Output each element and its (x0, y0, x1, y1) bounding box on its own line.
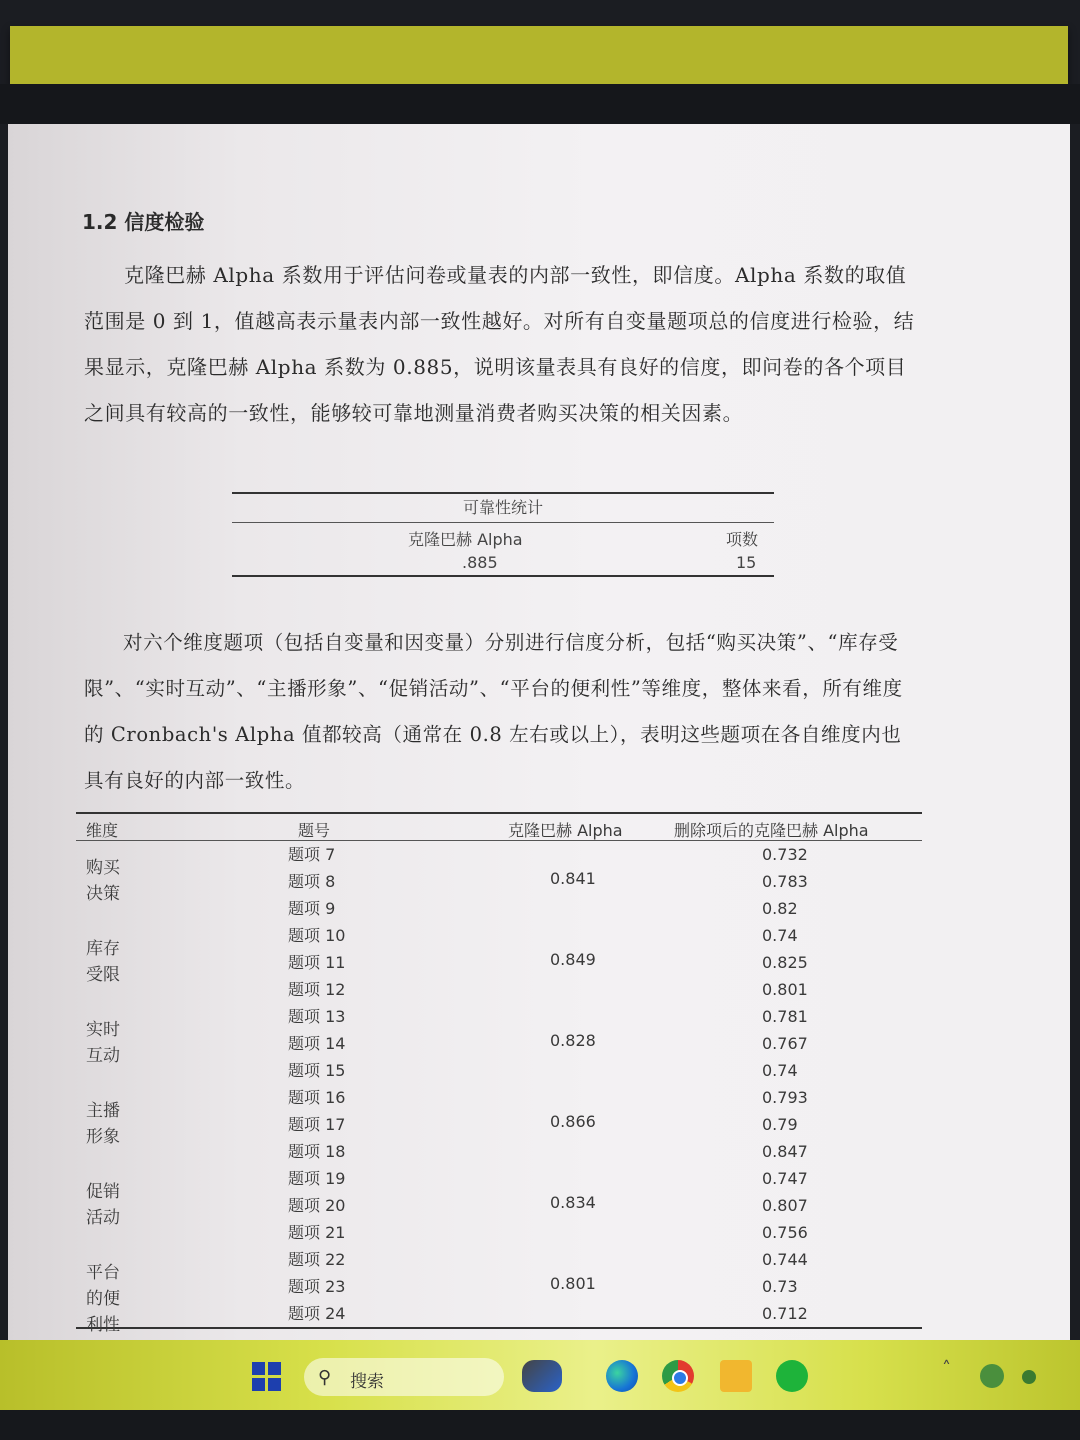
col-items-header: 项数 (726, 530, 759, 549)
wechat-icon[interactable] (776, 1360, 808, 1392)
document-page (8, 124, 1070, 1340)
alpha-if-deleted-value: 0.825 (762, 953, 808, 972)
alpha-value: .885 (462, 553, 498, 572)
dimension-group (76, 1165, 922, 1246)
alpha-if-deleted-value: 0.783 (762, 872, 808, 891)
item-label: 题项 19 (288, 1169, 346, 1188)
paragraph-dimension-reliability: 对六个维度题项（包括自变量和因变量）分别进行信度分析，包括“购买决策”、“库存受限”、“实时互动”、“主播形象”、“促销活动”、“平台的便利性”等维度，整体来看，所有维度的 Cronbach's Alpha 值都较高（通常在 0.8 左右或以上），表明这些题项在各自维度内也具有良好的内部一致性。 (84, 631, 903, 792)
alpha-if-deleted-value: 0.756 (762, 1223, 808, 1242)
reliability-statistics-table (232, 492, 774, 577)
search-box[interactable] (304, 1358, 504, 1396)
dimension-header: 维度 (86, 821, 119, 840)
alpha-if-deleted-value: 0.847 (762, 1142, 808, 1161)
item-label: 题项 7 (288, 845, 336, 864)
table-row (232, 549, 774, 575)
alpha-if-deleted-value: 0.732 (762, 845, 808, 864)
dimension-name: 实时互动 (86, 1020, 120, 1066)
alpha-if-deleted-value: 0.767 (762, 1034, 808, 1053)
dimension-name: 主播形象 (86, 1101, 120, 1147)
dimension-alpha: 0.841 (550, 869, 596, 888)
alpha-if-deleted-value: 0.747 (762, 1169, 808, 1188)
alpha-if-deleted-value: 0.74 (762, 926, 798, 945)
alpha-if-deleted-value: 0.744 (762, 1250, 808, 1269)
search-icon: ⚲ (318, 1367, 332, 1388)
dimension-name: 平台的便利性 (86, 1263, 120, 1335)
item-label: 题项 8 (288, 872, 336, 891)
table-body (76, 841, 922, 1335)
search-label: 搜索 (350, 1372, 384, 1392)
alpha-if-deleted-value: 0.82 (762, 899, 798, 918)
item-label: 题项 16 (288, 1088, 346, 1107)
item-label: 题项 20 (288, 1196, 346, 1215)
item-label: 题项 10 (288, 926, 346, 945)
alpha-if-deleted-value: 0.74 (762, 1061, 798, 1080)
table-caption: 可靠性统计 (462, 498, 543, 517)
file-explorer-icon[interactable] (720, 1360, 752, 1392)
monitor-bezel-bottom (0, 1410, 1080, 1440)
widgets-icon[interactable] (522, 1360, 562, 1392)
window-top-bar (10, 26, 1068, 84)
dimension-reliability-table (76, 812, 922, 1335)
col-alpha-header: 克隆巴赫 Alpha (408, 530, 523, 549)
item-label: 题项 18 (288, 1142, 346, 1161)
item-label: 题项 21 (288, 1223, 346, 1242)
alpha-header: 克隆巴赫 Alpha (508, 821, 623, 840)
dimension-alpha: 0.828 (550, 1031, 596, 1050)
alpha-if-deleted-value: 0.73 (762, 1277, 798, 1296)
dimension-alpha: 0.866 (550, 1112, 596, 1131)
item-label: 题项 22 (288, 1250, 346, 1269)
item-label: 题项 14 (288, 1034, 346, 1053)
windows-start-icon[interactable] (252, 1362, 282, 1392)
dimension-alpha: 0.849 (550, 950, 596, 969)
item-header: 题号 (298, 821, 331, 840)
edge-icon[interactable] (606, 1360, 638, 1392)
item-label: 题项 17 (288, 1115, 346, 1134)
alpha-if-deleted-value: 0.781 (762, 1007, 808, 1026)
dimension-group (76, 1003, 922, 1084)
dimension-group (76, 1084, 922, 1165)
item-label: 题项 11 (288, 953, 346, 972)
alpha-if-deleted-value: 0.807 (762, 1196, 808, 1215)
dimension-name: 促销活动 (86, 1182, 120, 1228)
item-label: 题项 23 (288, 1277, 346, 1296)
dimension-group (76, 1246, 922, 1335)
alpha-if-deleted-value: 0.712 (762, 1304, 808, 1323)
dimension-group (76, 922, 922, 1003)
item-label: 题项 9 (288, 899, 336, 918)
items-value: 15 (736, 553, 757, 572)
tray-app-icon[interactable] (980, 1364, 1004, 1388)
dimension-group (76, 841, 922, 922)
chrome-icon[interactable] (662, 1360, 694, 1392)
table-header-row (232, 523, 774, 549)
item-label: 题项 15 (288, 1061, 346, 1080)
dimension-name: 库存受限 (86, 939, 120, 985)
table-header-row (76, 814, 922, 840)
tray-chevron-icon[interactable]: ˄ (942, 1358, 951, 1379)
taskbar (0, 1340, 1080, 1410)
dimension-alpha: 0.834 (550, 1193, 596, 1212)
item-label: 题项 12 (288, 980, 346, 999)
alpha-if-deleted-value: 0.801 (762, 980, 808, 999)
item-label: 题项 24 (288, 1304, 346, 1323)
dimension-alpha: 0.801 (550, 1274, 596, 1293)
alpha-if-deleted-header: 删除项后的克隆巴赫 Alpha (674, 821, 869, 840)
alpha-if-deleted-value: 0.793 (762, 1088, 808, 1107)
alpha-if-deleted-value: 0.79 (762, 1115, 798, 1134)
item-label: 题项 13 (288, 1007, 346, 1026)
tray-status-icon[interactable] (1022, 1370, 1036, 1384)
section-heading: 1.2 信度检验 (82, 210, 205, 234)
table-bottom-rule (232, 575, 774, 577)
table-bottom-rule (76, 1327, 922, 1329)
dimension-name: 购买决策 (86, 858, 120, 904)
paragraph-overall-reliability: 克隆巴赫 Alpha 系数用于评估问卷或量表的内部一致性，即信度。Alpha 系数的取值范围是 0 到 1，值越高表示量表内部一致性越好。对所有自变量题项总的信度进行检验，结果显示，克隆巴赫 Alpha 系数为 0.885，说明该量表具有良好的信度，即问卷的各个项目之间具有较高的一致性，能够较可靠地测量消费者购买决策的相关因素。 (84, 263, 915, 425)
monitor-bezel-top (0, 84, 1080, 124)
